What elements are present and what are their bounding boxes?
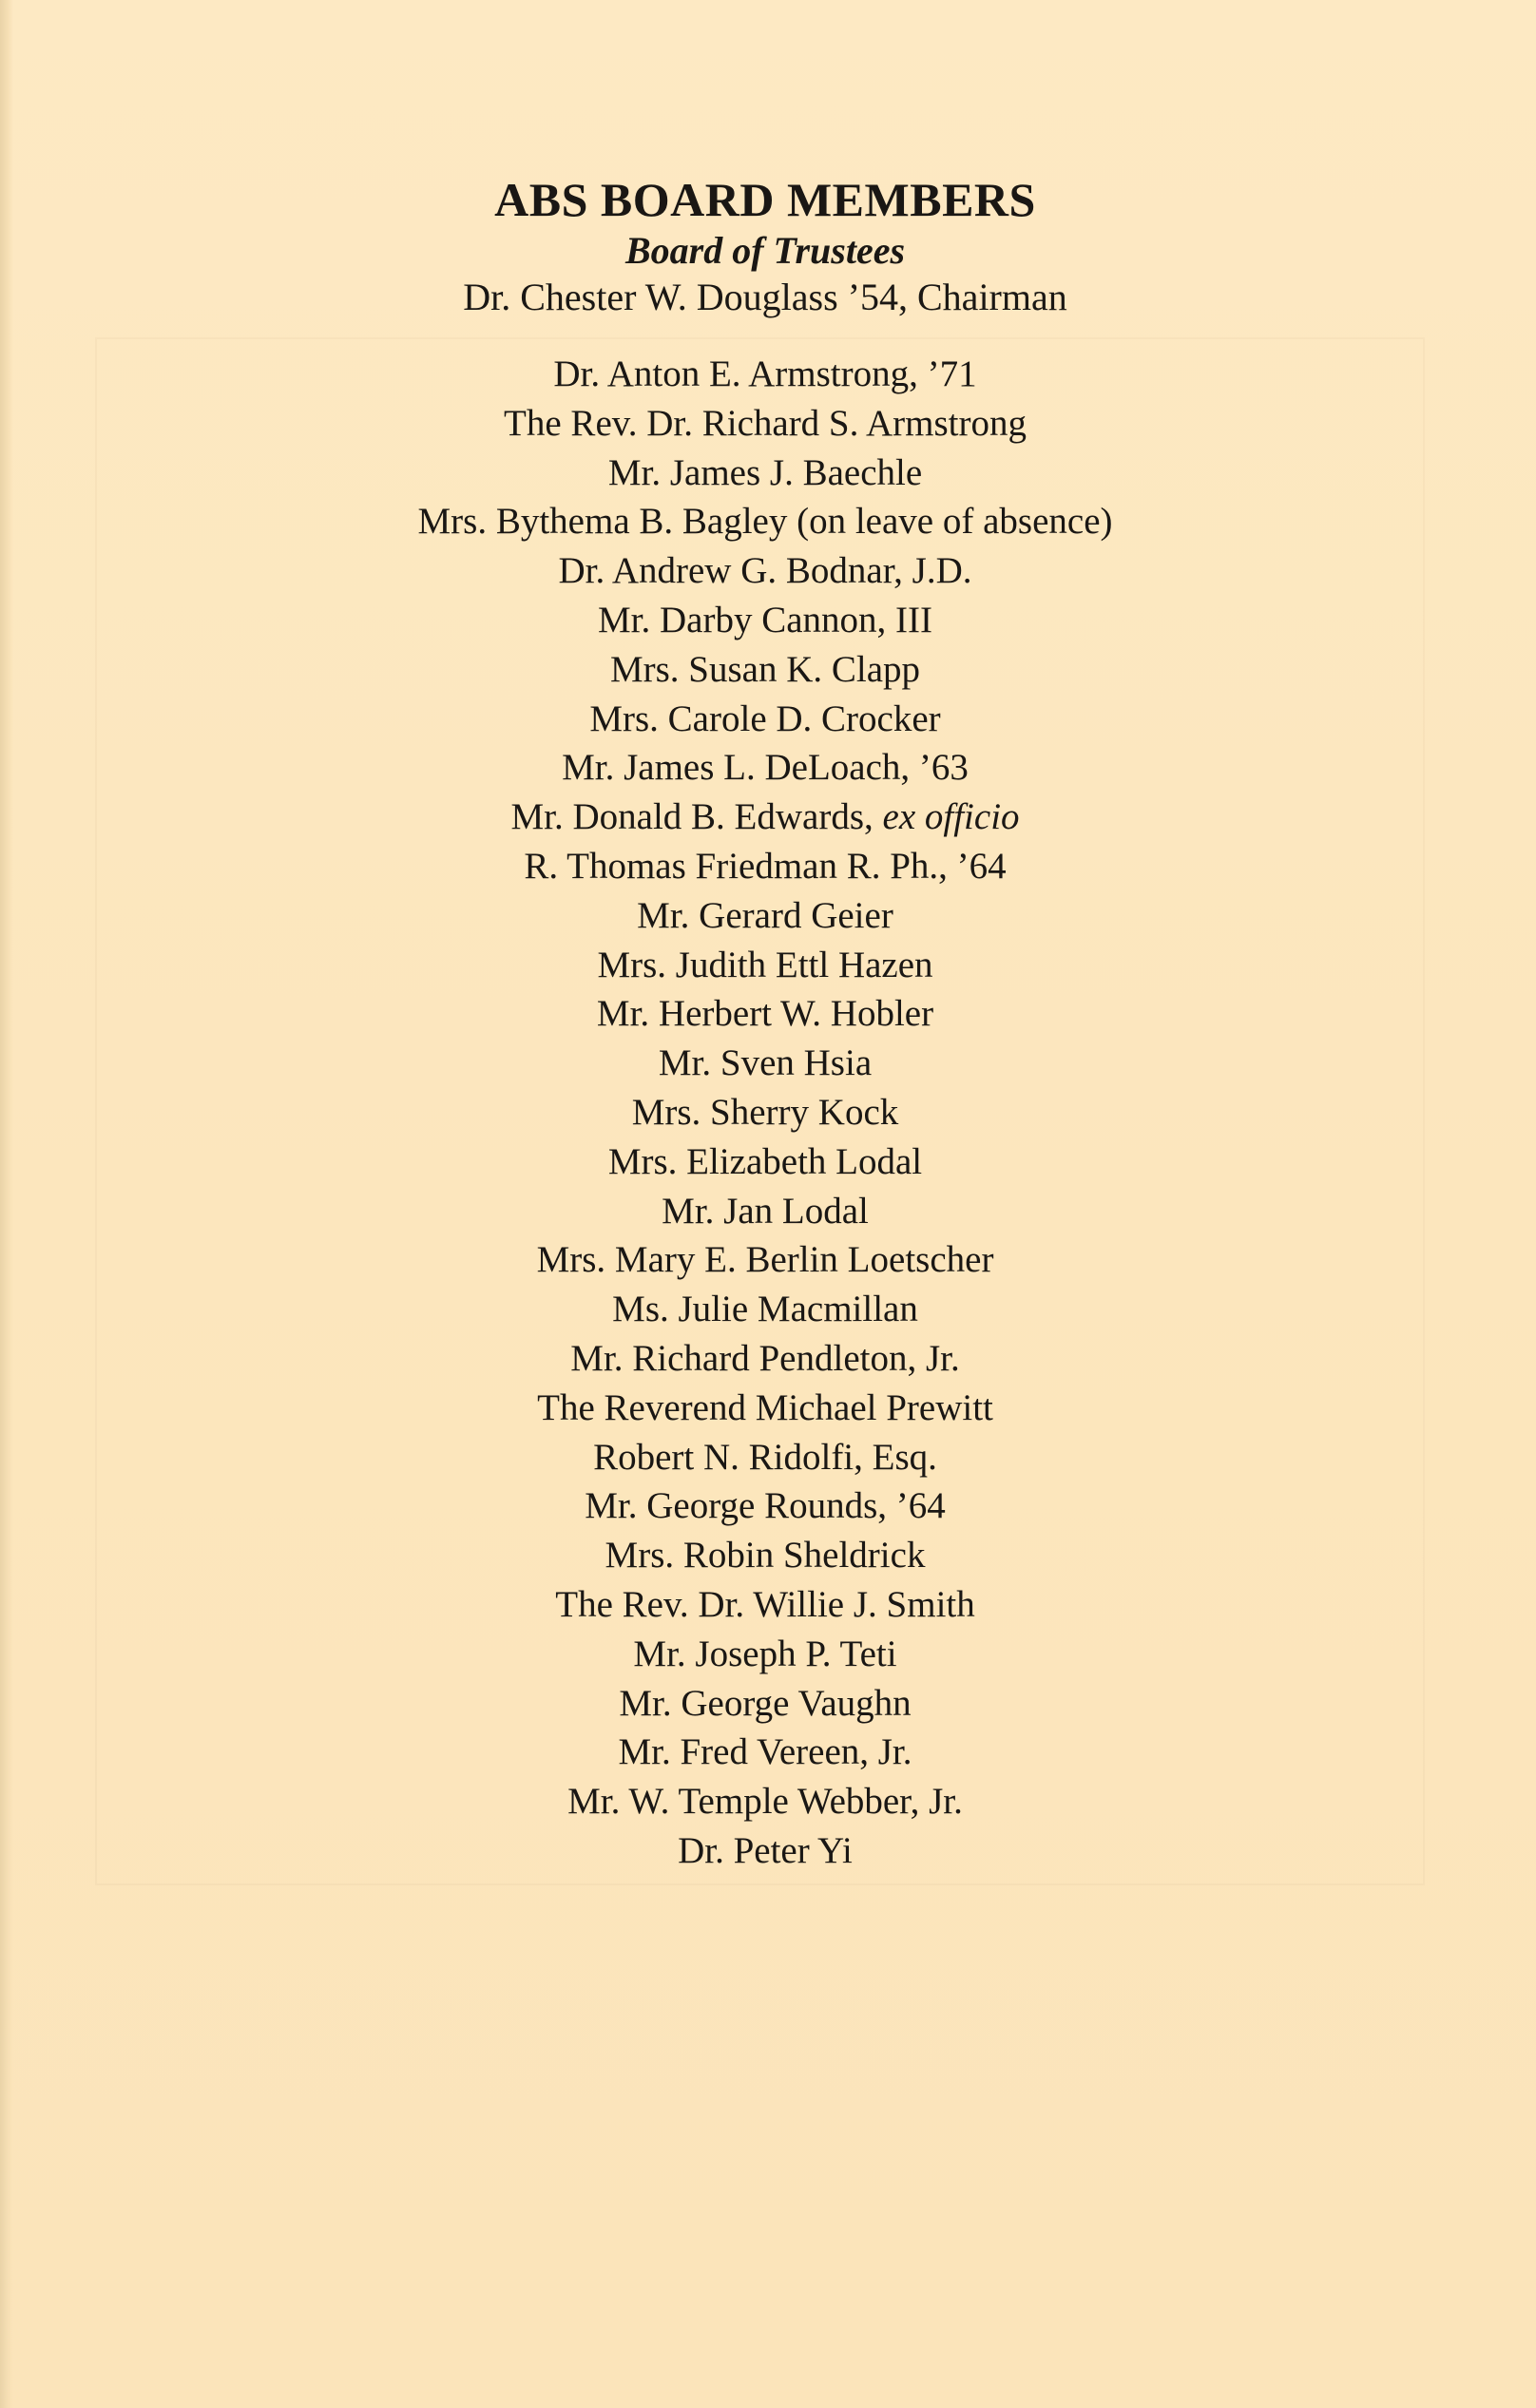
member-line: The Reverend Michael Prewitt — [537, 1386, 993, 1428]
member-line: Mr. Herbert W. Hobler — [596, 993, 934, 1035]
paper-left-edge — [0, 0, 13, 2408]
members-list — [342, 350, 1188, 1876]
member-line: The Rev. Dr. Richard S. Armstrong — [504, 402, 1027, 444]
member-line: Mr. George Vaughn — [619, 1682, 912, 1724]
member-line: Mr. Darby Cannon, III — [597, 599, 932, 640]
member-line: Mr. Sven Hsia — [658, 1042, 873, 1084]
member-line: Mr. W. Temple Webber, Jr. — [567, 1781, 963, 1823]
member-line: Mrs. Mary E. Berlin Loetscher — [536, 1239, 994, 1281]
member-line: Mr. James L. DeLoach, ’63 — [562, 747, 969, 789]
board-subtitle: Board of Trustees — [624, 229, 906, 272]
member-line: Dr. Peter Yi — [678, 1829, 853, 1871]
member-line: Mr. James J. Baechle — [607, 451, 923, 493]
member-line: Ms. Julie Macmillan — [612, 1289, 918, 1330]
member-line: Mr. Joseph P. Teti — [633, 1633, 897, 1674]
board-members-section — [342, 171, 1188, 1876]
member-line: The Rev. Dr. Willie J. Smith — [555, 1583, 975, 1625]
member-line: Dr. Andrew G. Bodnar, J.D. — [558, 550, 972, 592]
member-line: Dr. Anton E. Armstrong, ’71 — [553, 354, 977, 394]
member-line: Mr. Richard Pendleton, Jr. — [570, 1337, 960, 1379]
chairman-line: Dr. Chester W. Douglass ’54, Chairman — [463, 276, 1067, 318]
member-line: Mrs. Judith Ettl Hazen — [597, 944, 933, 985]
member-line: Mrs. Bythema B. Bagley (on leave of absence) — [417, 501, 1113, 543]
member-line: Robert N. Ridolfi, Esq. — [593, 1436, 937, 1478]
member-line: Mrs. Robin Sheldrick — [605, 1535, 926, 1577]
member-line: Mrs. Carole D. Crocker — [589, 698, 941, 739]
member-line: Mr. Gerard Geier — [637, 894, 893, 936]
member-line: Mrs. Sherry Kock — [631, 1091, 899, 1133]
member-line: Mr. Fred Vereen, Jr. — [618, 1731, 912, 1773]
member-line: Mr. Jan Lodal — [662, 1190, 869, 1232]
member-line: Mrs. Elizabeth Lodal — [607, 1140, 923, 1182]
ex-officio-note: ex officio — [882, 796, 1020, 838]
member-line: Mr. George Rounds, ’64 — [585, 1485, 946, 1527]
page-title: ABS BOARD MEMBERS — [494, 173, 1036, 226]
member-line: R. Thomas Friedman R. Ph., ’64 — [524, 845, 1007, 887]
member-line: Mr. Donald B. Edwards, ex officio — [510, 796, 1020, 838]
member-line: Mrs. Susan K. Clapp — [609, 648, 921, 690]
